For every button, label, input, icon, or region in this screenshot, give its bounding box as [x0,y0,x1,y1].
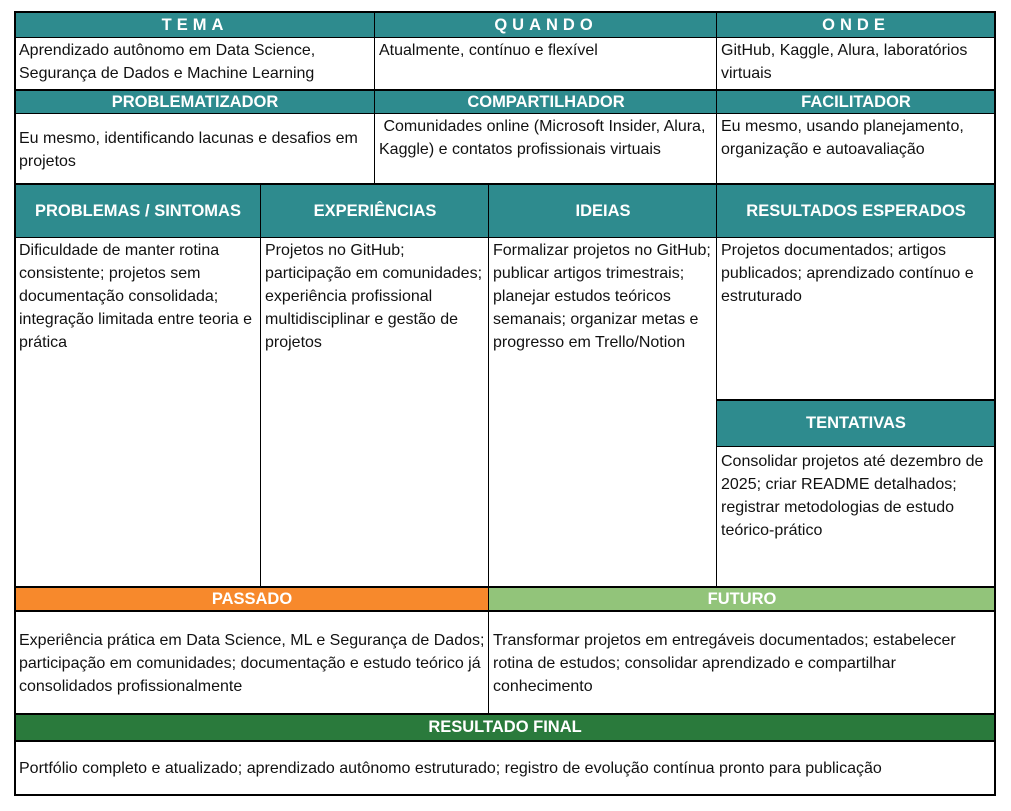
header-compartilhador: COMPARTILHADOR [375,90,717,114]
content-facilitador: Eu mesmo, usando planejamento, organização e autoavaliação [717,114,995,184]
content-tema: Aprendizado autônomo em Data Science, Segurança de Dados e Machine Learning [15,38,375,90]
header-quando: QUANDO [375,12,717,38]
header-resultados-esperados: RESULTADOS ESPERADOS [717,184,995,238]
header-passado: PASSADO [15,587,489,611]
hline [14,89,996,91]
vline [488,184,489,714]
content-ideias: Formalizar projetos no GitHub; publicar artigos trimestrais; planejar estudos teóricos semanais; organizar metas e progresso em Trello/Notion [489,238,717,587]
content-futuro: Transformar projetos em entregáveis documentados; estabelecer rotina de estudos; consolidar aprendizado e compartilhar conhecimento [489,611,995,714]
hline [14,713,996,715]
header-tentativas: TENTATIVAS [717,400,995,447]
content-quando: Atualmente, contínuo e flexível [375,38,717,90]
vline [260,184,261,587]
hline [14,586,996,588]
header-onde: ONDE [717,12,995,38]
border-right [994,11,996,796]
content-compartilhador: Comunidades online (Microsoft Insider, Alura, Kaggle) e contatos profissionais virtuais [375,114,717,184]
border-left [14,11,16,796]
header-problemas: PROBLEMAS / SINTOMAS [15,184,261,238]
header-resultado-final: RESULTADO FINAL [15,714,995,741]
header-facilitador: FACILITADOR [717,90,995,114]
hline [14,237,996,238]
hline [14,610,996,612]
hline [717,399,996,401]
content-passado: Experiência prática em Data Science, ML e Segurança de Dados; participação em comunidades; documentação e estudo teórico já consolidados profissionalmente [15,611,489,714]
hline [717,446,996,447]
hline [14,113,996,114]
hline [14,37,996,38]
hline [14,740,996,742]
header-ideias: IDEIAS [489,184,717,238]
content-resultados-esperados: Projetos documentados; artigos publicados; aprendizado contínuo e estruturado [717,238,995,400]
hline [14,183,996,185]
vline [374,11,375,184]
border-bottom [14,794,996,796]
content-resultado-final: Portfólio completo e atualizado; aprendizado autônomo estruturado; registro de evolução contínua pronto para publicação [15,741,995,795]
content-problematizador: Eu mesmo, identificando lacunas e desafios em projetos [15,114,375,184]
content-problemas: Dificuldade de manter rotina consistente; projetos sem documentação consolidada; integração limitada entre teoria e prática [15,238,261,587]
content-experiencias: Projetos no GitHub; participação em comunidades; experiência profissional multidisciplinar e gestão de projetos [261,238,489,587]
header-problematizador: PROBLEMATIZADOR [15,90,375,114]
content-tentativas: Consolidar projetos até dezembro de 2025; criar README detalhados; registrar metodologias de estudo teórico-prático [717,447,995,587]
vline [716,11,717,587]
content-onde: GitHub, Kaggle, Alura, laboratórios virtuais [717,38,995,90]
header-experiencias: EXPERIÊNCIAS [261,184,489,238]
border-top [14,11,996,13]
header-futuro: FUTURO [489,587,995,611]
header-tema: TEMA [15,12,375,38]
